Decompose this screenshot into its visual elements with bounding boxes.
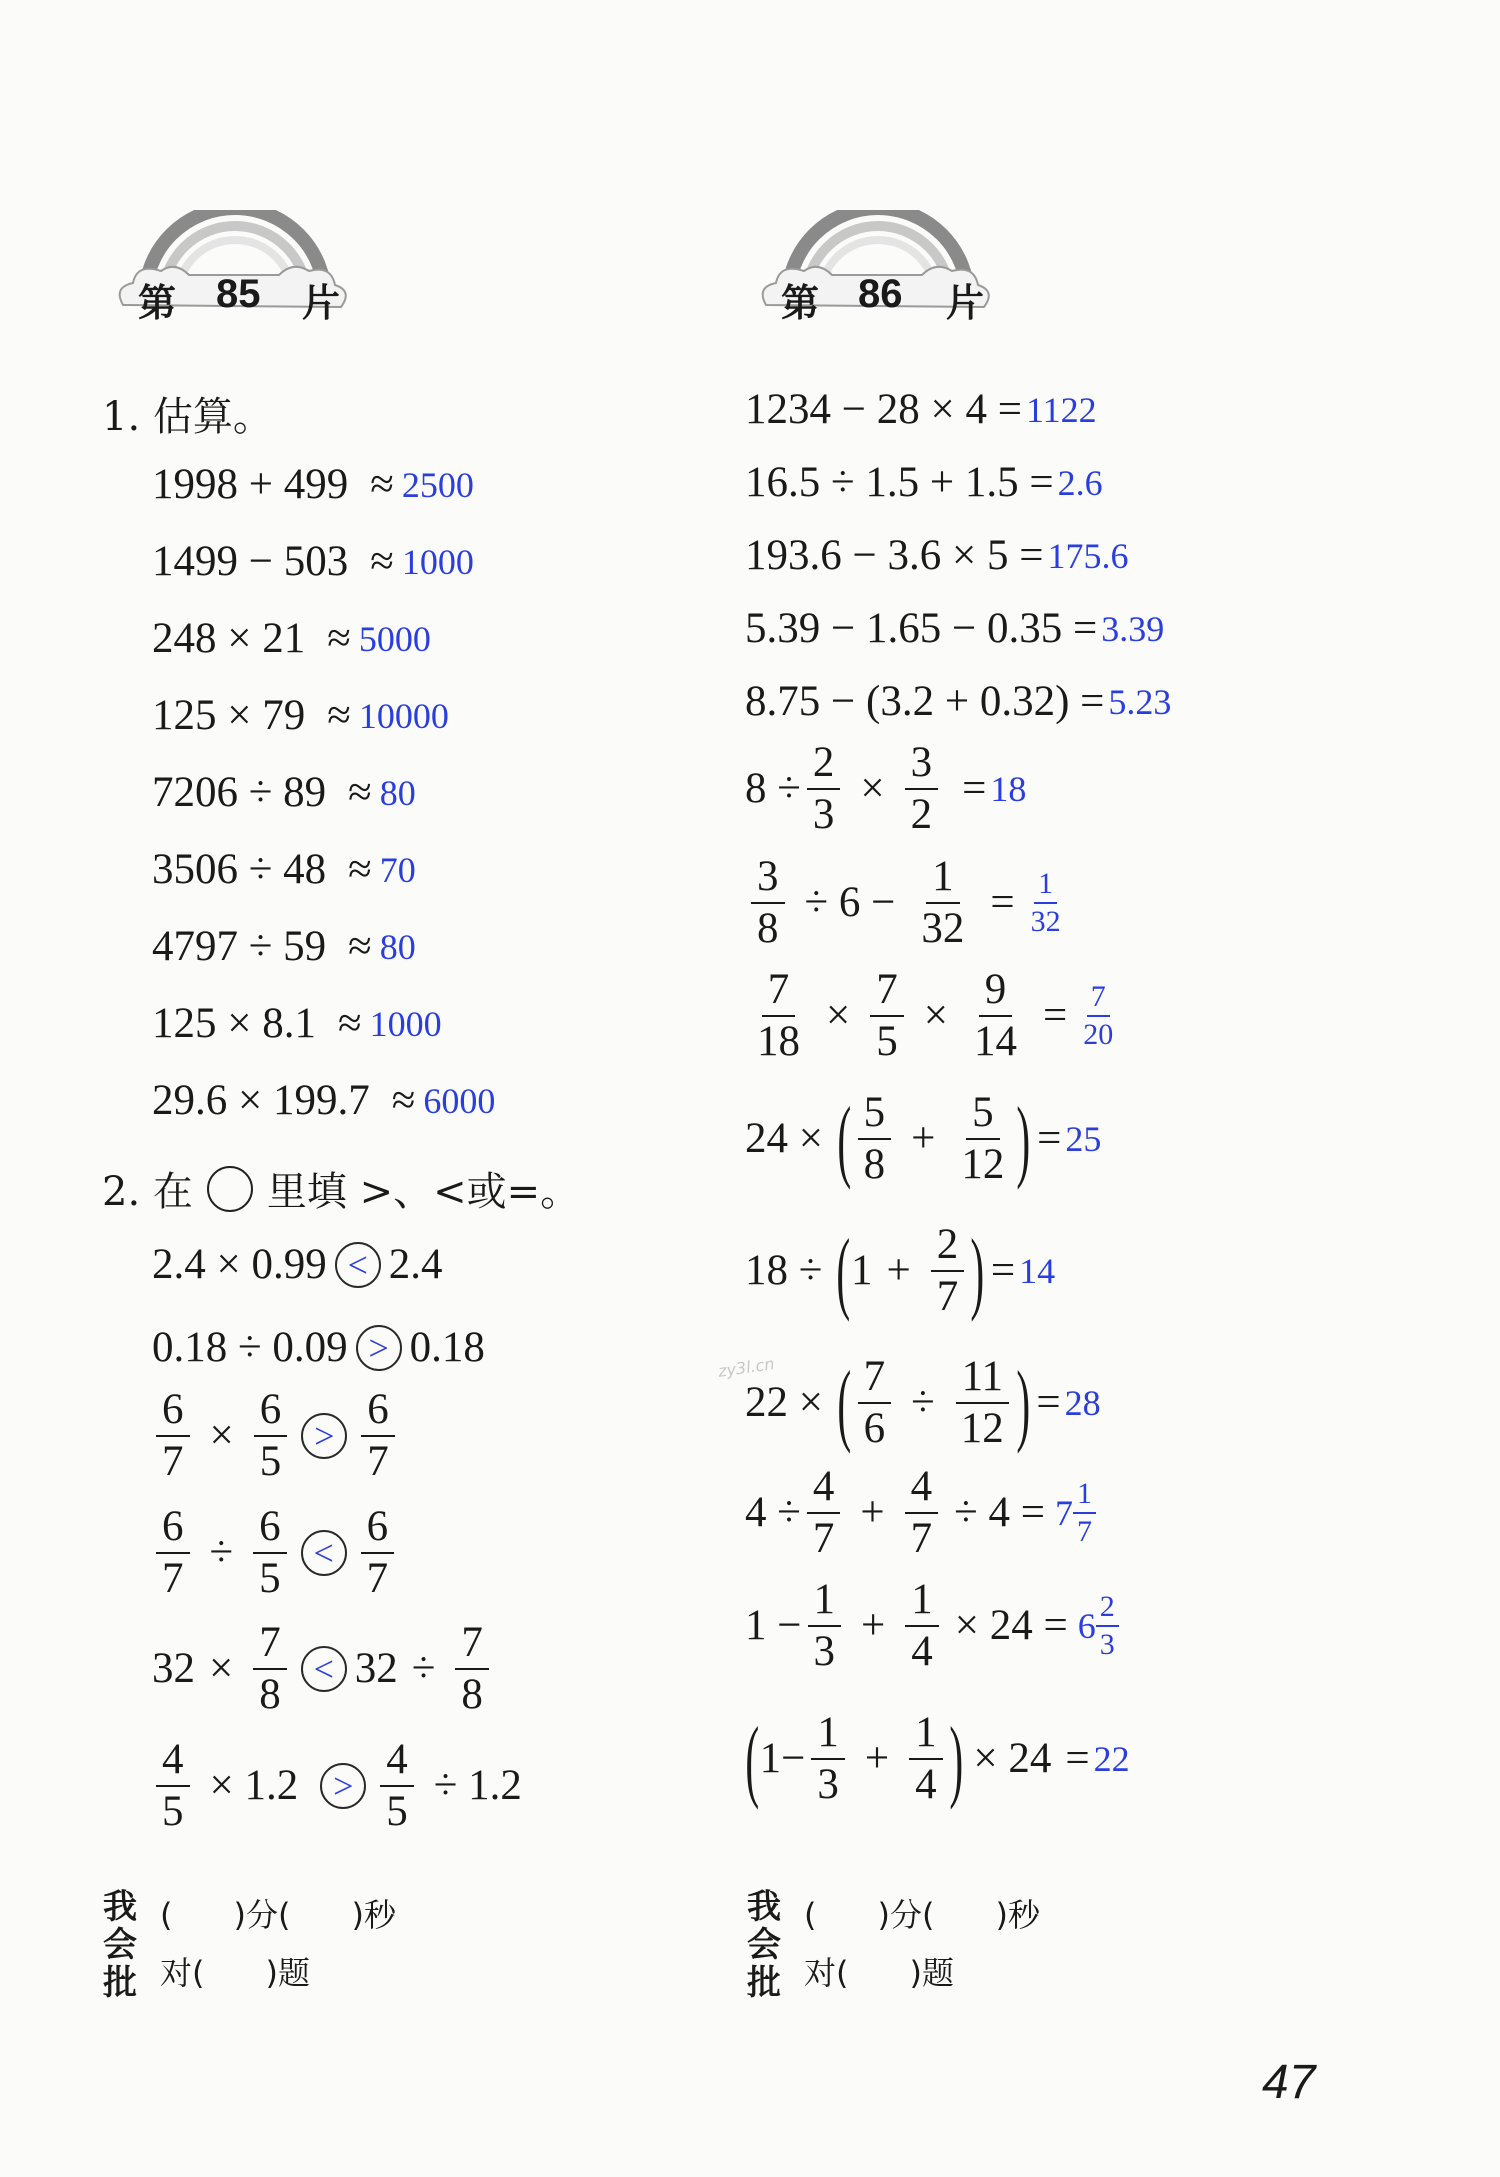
operator: ÷ — [411, 1645, 436, 1692]
answer: 25 — [1065, 1119, 1102, 1159]
fraction — [156, 1385, 190, 1487]
numerator: 6 — [253, 1502, 287, 1554]
compare-lhs: 2.4 × 0.99 — [152, 1241, 327, 1288]
badge-prefix: 第 — [138, 281, 177, 325]
calc-row-f8 — [745, 1575, 1125, 1677]
q2-heading — [102, 1160, 580, 1217]
denominator: 8 — [259, 1671, 281, 1718]
denominator: 5 — [876, 1018, 898, 1065]
compare-row-2 — [152, 1323, 485, 1373]
estimate-row — [152, 537, 474, 587]
compare-answer-circle: > — [356, 1325, 402, 1371]
numerator: 6 — [361, 1385, 395, 1437]
page-number: 47 — [1262, 2056, 1316, 2109]
denominator: 18 — [757, 1018, 800, 1065]
estimate-row — [152, 922, 416, 972]
right-paren-icon: ) — [970, 1220, 985, 1322]
numerator: 4 — [905, 1462, 939, 1514]
q2-label-post: 里填 >、<或=。 — [266, 1169, 581, 1215]
calc-expression: 8.75 − (3.2 + 0.32) = — [745, 678, 1105, 725]
compare-answer-circle: < — [301, 1530, 347, 1576]
denominator: 7 — [936, 1273, 959, 1320]
operator: × 24 — [973, 1735, 1052, 1782]
equals: = — [1037, 1115, 1062, 1162]
denominator: 7 — [366, 1555, 389, 1602]
fraction — [808, 1575, 842, 1677]
equals: = — [990, 879, 1015, 926]
numerator: 1 — [926, 852, 960, 904]
estimate-expression: 3506 ÷ 48 — [152, 846, 327, 893]
compare-answer-circle: < — [335, 1242, 381, 1288]
badge-number: 85 — [216, 272, 261, 316]
calc-answer: 1122 — [1026, 390, 1097, 430]
denominator: 8 — [757, 905, 779, 952]
operand: 24 × — [745, 1115, 824, 1162]
right-paren-icon: ) — [949, 1708, 963, 1810]
fraction — [751, 852, 785, 954]
operand: 32 — [354, 1645, 398, 1692]
calc-expression: 5.39 − 1.65 − 0.35 = — [745, 605, 1098, 652]
equals: = — [1036, 1379, 1061, 1426]
fraction — [253, 1502, 287, 1604]
equals: = — [1065, 1735, 1090, 1782]
numerator: 5 — [858, 1088, 892, 1140]
estimate-answer: 5000 — [358, 619, 431, 659]
estimate-answer: 6000 — [423, 1081, 496, 1121]
calc-row-f7 — [745, 1462, 1102, 1564]
numerator: 7 — [253, 1618, 287, 1670]
numerator: 7 — [858, 1352, 892, 1404]
estimate-row — [152, 845, 416, 895]
answer: 28 — [1064, 1383, 1101, 1423]
compare-answer-circle: > — [320, 1763, 366, 1809]
operator: + — [860, 1489, 885, 1536]
denominator: 12 — [961, 1141, 1005, 1188]
calc-row-f3 — [745, 965, 1123, 1067]
calc-row — [745, 385, 1097, 435]
operand: 1 — [851, 1247, 873, 1294]
denominator: 4 — [911, 1628, 933, 1675]
calc-answer: 5.23 — [1108, 682, 1172, 722]
approx-sign: ≈ — [370, 461, 394, 508]
numerator: 11 — [956, 1352, 1009, 1404]
numerator: 7 — [1087, 979, 1110, 1017]
fraction — [156, 1735, 190, 1837]
operand: 22 × — [745, 1379, 824, 1426]
calc-row — [745, 604, 1164, 654]
denominator: 3 — [1099, 1628, 1115, 1661]
review-time-field: ( )分( )秒 — [160, 1896, 397, 1934]
numerator: 1 — [909, 1708, 943, 1760]
numerator: 9 — [979, 965, 1013, 1017]
compare-rhs: 2.4 — [388, 1241, 443, 1288]
denominator: 7 — [812, 1515, 835, 1562]
fraction — [909, 1708, 943, 1810]
operand: 8 ÷ — [745, 765, 801, 812]
answer-fraction — [1027, 866, 1065, 940]
fraction — [858, 1352, 892, 1454]
compare-row-5 — [152, 1618, 495, 1720]
denominator: 8 — [461, 1671, 483, 1718]
numerator: 7 — [870, 965, 904, 1017]
operator: × 24 = — [954, 1602, 1068, 1649]
compare-answer-circle: > — [301, 1413, 347, 1459]
compare-row-4 — [150, 1502, 400, 1604]
fraction — [807, 738, 841, 840]
calc-answer: 2.6 — [1057, 463, 1103, 503]
estimate-row — [152, 768, 416, 818]
operator: + — [911, 1115, 936, 1162]
denominator: 7 — [162, 1438, 184, 1485]
numerator: 4 — [380, 1735, 414, 1787]
approx-sign: ≈ — [327, 615, 351, 662]
answer-whole: 7 — [1054, 1493, 1073, 1533]
operand: 1 − — [745, 1602, 802, 1649]
operator: × — [860, 765, 885, 812]
answer-fraction — [1096, 1589, 1119, 1663]
q2-label-pre: 2. 在 — [102, 1169, 193, 1215]
badge-prefix: 第 — [781, 281, 820, 325]
fraction — [955, 1352, 1010, 1454]
calc-row-f1 — [745, 738, 1026, 840]
operator: ÷ — [209, 1529, 234, 1576]
fraction — [968, 965, 1023, 1067]
fraction — [380, 1735, 414, 1837]
compare-row-6 — [150, 1735, 536, 1837]
denominator: 4 — [915, 1761, 937, 1808]
numerator: 2 — [807, 738, 841, 790]
numerator: 2 — [931, 1220, 965, 1272]
fraction — [905, 738, 939, 840]
estimate-row — [152, 460, 474, 510]
fraction — [455, 1618, 489, 1720]
fraction — [751, 965, 806, 1067]
compare-row-3 — [150, 1385, 401, 1487]
denominator: 7 — [910, 1515, 933, 1562]
numerator: 4 — [807, 1462, 841, 1514]
calc-row-f2 — [745, 852, 1071, 954]
denominator: 3 — [817, 1761, 839, 1808]
denominator: 5 — [259, 1438, 282, 1485]
left-paren-icon: ( — [837, 1352, 852, 1454]
badge-suffix: 片 — [946, 281, 985, 325]
calc-row — [745, 677, 1171, 727]
fraction — [931, 1220, 965, 1322]
operator: ÷ 1.2 — [433, 1762, 522, 1809]
compare-answer-circle: < — [301, 1646, 347, 1692]
fraction — [811, 1708, 845, 1810]
denominator: 7 — [1076, 1515, 1092, 1548]
estimate-row — [152, 691, 449, 741]
estimate-answer: 10000 — [358, 696, 449, 736]
denominator: 5 — [386, 1788, 408, 1835]
estimate-expression: 125 × 79 — [152, 692, 306, 739]
fraction — [955, 1088, 1010, 1190]
approx-sign: ≈ — [391, 1077, 416, 1124]
right-paren-icon: ) — [1016, 1352, 1030, 1454]
denominator: 3 — [813, 1628, 836, 1675]
approx-sign: ≈ — [327, 692, 351, 739]
review-label-3: 批 — [747, 1963, 781, 2003]
calc-answer: 175.6 — [1047, 536, 1129, 576]
operator: × 1.2 — [209, 1762, 299, 1809]
estimate-expression: 1998 + 499 — [152, 461, 349, 508]
calc-answer: 3.39 — [1101, 609, 1165, 649]
operand: 18 ÷ — [745, 1247, 823, 1294]
operand: 1− — [759, 1735, 806, 1782]
compare-row-1 — [152, 1240, 443, 1290]
numerator: 5 — [966, 1088, 1000, 1140]
estimate-answer: 70 — [379, 850, 416, 890]
badge-suffix: 片 — [302, 281, 341, 325]
operator: + — [861, 1602, 886, 1649]
operand: 4 ÷ — [745, 1489, 801, 1536]
estimate-answer: 1000 — [401, 542, 474, 582]
numerator: 7 — [762, 965, 796, 1017]
review-label-2: 会 — [747, 1925, 781, 1965]
review-label-3: 批 — [103, 1963, 137, 2003]
fraction — [858, 1088, 892, 1190]
estimate-expression: 7206 ÷ 89 — [152, 769, 327, 816]
numerator: 1 — [1034, 866, 1057, 904]
fraction — [807, 1462, 841, 1564]
numerator: 2 — [1096, 1589, 1119, 1627]
fraction — [905, 1462, 939, 1564]
left-paren-icon: ( — [837, 1088, 852, 1190]
estimate-expression: 4797 ÷ 59 — [152, 923, 327, 970]
fraction — [254, 1385, 288, 1487]
estimate-row — [152, 1076, 495, 1126]
numerator: 1 — [808, 1575, 842, 1627]
equals: = — [990, 1247, 1016, 1294]
operator: ÷ 6 − — [804, 879, 896, 926]
numerator: 7 — [455, 1618, 489, 1670]
denominator: 5 — [162, 1788, 184, 1835]
operator: × — [209, 1645, 234, 1692]
approx-sign: ≈ — [338, 1000, 362, 1047]
estimate-row — [152, 999, 442, 1049]
operator: + — [864, 1735, 890, 1782]
denominator: 20 — [1083, 1018, 1114, 1051]
answer-whole: 6 — [1077, 1606, 1096, 1646]
fraction — [361, 1385, 395, 1487]
operator: × — [826, 992, 851, 1039]
denominator: 5 — [259, 1555, 281, 1602]
watermark: zy3l.cn — [716, 1354, 776, 1381]
calc-row-f5 — [745, 1220, 1055, 1322]
denominator: 14 — [974, 1018, 1018, 1065]
calc-expression: 193.6 − 3.6 × 5 = — [745, 532, 1044, 579]
review-correct-field: 对( )题 — [160, 1954, 311, 1992]
denominator: 7 — [367, 1438, 389, 1485]
denominator: 8 — [863, 1141, 886, 1188]
operator: + — [886, 1247, 911, 1294]
answer-fraction — [1079, 979, 1117, 1053]
estimate-expression: 248 × 21 — [152, 615, 306, 662]
operator: ÷ 4 = — [954, 1489, 1045, 1536]
left-paren-icon: ( — [745, 1708, 760, 1810]
estimate-row — [152, 614, 431, 664]
equals: = — [1043, 992, 1068, 1039]
estimate-answer: 80 — [379, 773, 416, 813]
operator: × — [923, 992, 949, 1039]
approx-sign: ≈ — [348, 923, 372, 970]
denominator: 3 — [812, 791, 835, 838]
fraction — [905, 1575, 939, 1677]
numerator: 6 — [156, 1502, 190, 1554]
operator: × — [209, 1412, 234, 1459]
fraction — [156, 1502, 190, 1604]
estimate-answer: 80 — [379, 927, 416, 967]
operator: ÷ — [911, 1379, 935, 1426]
review-time-field: ( )分( )秒 — [804, 1896, 1041, 1934]
fraction — [253, 1618, 287, 1720]
denominator: 32 — [1030, 905, 1061, 938]
estimate-expression: 29.6 × 199.7 — [152, 1077, 370, 1124]
denominator: 2 — [910, 791, 933, 838]
right-paren-icon: ) — [1016, 1088, 1031, 1190]
numerator: 3 — [905, 738, 939, 790]
calc-row — [745, 531, 1129, 581]
denominator: 7 — [162, 1555, 184, 1602]
badge-number: 86 — [858, 272, 903, 316]
answer: 22 — [1093, 1739, 1130, 1779]
calc-row — [745, 458, 1103, 508]
review-label-1: 我 — [103, 1887, 137, 1927]
fraction — [361, 1502, 395, 1604]
review-correct-field: 对( )题 — [804, 1954, 955, 1992]
equals: = — [962, 765, 987, 812]
numerator: 6 — [156, 1385, 190, 1437]
estimate-expression: 1499 − 503 — [152, 538, 349, 585]
denominator: 6 — [863, 1405, 886, 1452]
approx-sign: ≈ — [348, 769, 372, 816]
calc-expression: 16.5 ÷ 1.5 + 1.5 = — [745, 459, 1054, 506]
answer: 18 — [990, 769, 1027, 809]
numerator: 1 — [1073, 1476, 1096, 1514]
compare-rhs: 0.18 — [409, 1324, 485, 1371]
compare-lhs: 0.18 ÷ 0.09 — [152, 1324, 348, 1371]
operand: 32 — [152, 1645, 195, 1692]
review-label-1: 我 — [747, 1887, 781, 1927]
numerator: 1 — [811, 1708, 845, 1760]
calc-row-f6 — [745, 1352, 1101, 1454]
fraction — [870, 965, 904, 1067]
left-paren-icon: ( — [836, 1220, 851, 1322]
denominator: 32 — [921, 905, 965, 952]
estimate-answer: 2500 — [401, 465, 474, 505]
numerator: 6 — [254, 1385, 288, 1437]
estimate-answer: 1000 — [369, 1004, 442, 1044]
denominator: 12 — [960, 1405, 1004, 1452]
estimate-expression: 125 × 8.1 — [152, 1000, 317, 1047]
answer-fraction — [1073, 1476, 1096, 1550]
numerator: 6 — [361, 1502, 395, 1554]
fraction — [915, 852, 970, 954]
calc-row-f4 — [745, 1088, 1101, 1190]
approx-sign: ≈ — [348, 846, 372, 893]
empty-circle-icon — [207, 1166, 253, 1212]
numerator: 3 — [751, 852, 785, 904]
answer: 14 — [1019, 1251, 1056, 1291]
review-label-2: 会 — [103, 1925, 137, 1965]
q1-heading: 1. 估算。 — [102, 394, 273, 440]
calc-row-f9 — [745, 1708, 1130, 1810]
calc-expression: 1234 − 28 × 4 = — [745, 386, 1023, 433]
numerator: 1 — [905, 1575, 939, 1627]
numerator: 4 — [156, 1735, 190, 1787]
approx-sign: ≈ — [370, 538, 394, 585]
